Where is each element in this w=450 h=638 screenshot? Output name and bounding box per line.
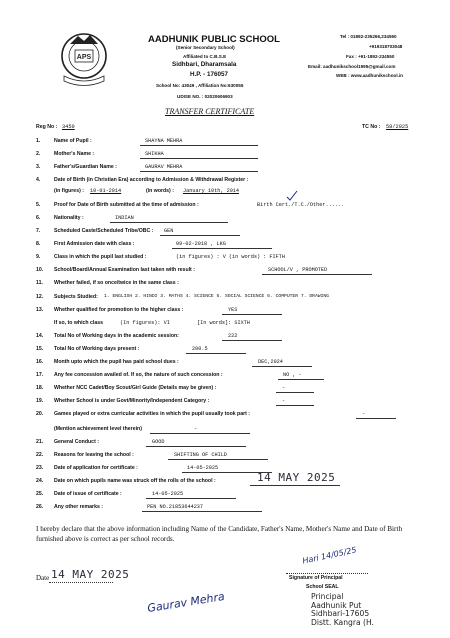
leaving-reason-label: Reasons for leaving the school : — [54, 452, 134, 458]
working-days-label: Total No of Working days in the academic session: — [54, 333, 179, 339]
promotion-class-figures: (In figures): VI — [120, 320, 170, 326]
row-number: 9. — [36, 254, 41, 260]
mother-name-label: Mother's Name : — [54, 151, 95, 157]
contact-fax: Fax : +91-1892-234550 — [346, 54, 395, 59]
row-number: 15. — [36, 346, 44, 352]
dues-paid-value: DEC,2024 — [258, 359, 283, 365]
dob-words-label: (in words) : — [146, 188, 174, 194]
row-number: 12. — [36, 294, 44, 300]
subjects-label: Subjects Studied: — [54, 294, 98, 300]
promotion-value: YES — [228, 307, 238, 313]
row-number: 14. — [36, 333, 44, 339]
row-number: 10. — [36, 267, 44, 273]
days-present-value: 200.5 — [192, 346, 208, 352]
category-label: Scheduled Caste/Scheduled Tribe/OBC : — [54, 228, 154, 234]
category-value: GEN — [164, 228, 174, 234]
row-number: 6. — [36, 215, 41, 221]
row-number: 11. — [36, 280, 43, 286]
school-level: (Senior Secondary School) — [176, 45, 235, 50]
udise-number: UDISE NO. : 02020606903 — [177, 94, 233, 99]
fee-concession-label: Any fee concession availed of. If so, the nature of such concession : — [54, 372, 223, 378]
conduct-label: General Conduct : — [54, 439, 99, 445]
nationality-value: INDIAN — [115, 215, 134, 221]
dob-figures-label: (in figures) : — [54, 188, 84, 194]
working-days-value: 222 — [228, 333, 238, 339]
seal-line: Aadhunik Put — [311, 600, 362, 610]
remarks-label: Any other remarks : — [54, 504, 104, 510]
dob-proof-label: Proof for Date of Birth submitted at the time of admission : — [54, 202, 199, 208]
row-number: 17. — [36, 372, 44, 378]
dob-proof-value: Birth Cert./T.C./Other...... — [257, 202, 345, 208]
promotion-class-words: [In words]: SIXTH — [197, 320, 250, 326]
struck-off-label: Date on which pupils name was struck off the rolls of the school : — [54, 478, 216, 484]
row-number: 18. — [36, 385, 44, 391]
father-name-value: GAURAV MEHRA — [145, 164, 183, 170]
dob-words-value: January 10th, 2014 — [183, 188, 240, 194]
row-number: 1. — [36, 138, 41, 144]
achievement-value: - — [194, 426, 198, 432]
conduct-value: GOOD — [152, 439, 165, 445]
row-number: 7. — [36, 228, 41, 234]
achievement-label: (Mention achievement level therein) — [54, 426, 142, 432]
dob-label: Date of Birth (in Christian Era) according to Admission & Withdrawal Register : — [54, 177, 249, 183]
school-seal-stamp — [311, 593, 374, 627]
games-label: Games played or extra curricular activities in which the pupil usually took part : — [54, 411, 251, 417]
row-number: 22. — [36, 452, 44, 458]
tick-mark-icon — [285, 190, 299, 202]
issue-date-value: 14-05-2025 — [152, 491, 184, 497]
school-name: AADHUNIK PUBLIC SCHOOL — [148, 34, 280, 45]
leaving-reason-value: SHIFTING OF CHILD — [174, 452, 227, 458]
date-stamp: 14 MAY 2025 — [51, 568, 130, 581]
games-value: - — [362, 411, 366, 417]
row-number: 2. — [36, 151, 41, 157]
mother-name-value: SHIKHA — [145, 151, 164, 157]
principal-signature-scrawl: Hari 14/05/25 — [301, 545, 358, 566]
tc-no-value: 58/2025 — [386, 124, 409, 130]
reg-no-value: 3450 — [62, 124, 75, 130]
remarks-value: PEN NO.21853644237 — [147, 504, 204, 510]
seal-line: Sidhbari-17605 — [311, 609, 370, 619]
promotion-label: Whether qualified for promotion to the higher class : — [54, 307, 184, 313]
application-date-value: 14-05-2025 — [187, 465, 219, 471]
row-number: 16. — [36, 359, 44, 365]
reg-no-label: Reg No : — [36, 124, 58, 130]
promotion-class-label: If so, to which class — [54, 320, 104, 326]
logo-text: APS — [76, 54, 92, 61]
row-number: 4. — [36, 177, 41, 183]
school-affiliation: Affiliated to C.B.S.E — [183, 54, 227, 59]
father-name-label: Father's/Guardian Name : — [54, 164, 117, 170]
row-number: 24. — [36, 478, 44, 484]
seal-line: Principal — [311, 592, 344, 601]
row-number: 13. — [36, 307, 44, 313]
row-number: 8. — [36, 241, 41, 247]
row-number: 26. — [36, 504, 44, 510]
application-date-label: Date of application for certificate : — [54, 465, 138, 471]
school-state: H.P. - 176057 — [190, 71, 229, 78]
school-number: School No: 43049 , Affiliation No:630055 — [156, 83, 244, 88]
contact-email: Email: aadhunikschool1995@gmail.com — [308, 64, 396, 69]
school-category-label: Whether School is under Govt/Minority/Independent Category : — [54, 398, 210, 404]
row-number: 23. — [36, 465, 44, 471]
subjects-value: 1. ENGLISH 2. HINDI 3. MATHS 4. SCIENCE 5. SOCIAL SCIENCE 6. COMPUTER 7. DRAWING — [104, 294, 330, 299]
seal-line: Distt. Kangra (H. — [311, 617, 374, 627]
school-town: Sidhbari, Dharamsala — [172, 61, 237, 68]
ncc-label: Whether NCC Cadet/Boy Scout/Girl Guide (Details may be given) : — [54, 385, 217, 391]
parent-signature: Gaurav Mehra — [146, 589, 226, 616]
school-category-value: - — [282, 398, 286, 404]
contact-tel: Tel : 01892-235266,234550 — [340, 34, 397, 39]
school-seal-label: School SEAL — [306, 584, 339, 590]
struck-off-date-stamp: 14 MAY 2025 — [257, 471, 336, 484]
days-present-label: Total No of Working days present : — [54, 346, 140, 352]
certificate-title: TRANSFER CERTIFICATE — [165, 107, 255, 116]
last-class-label: Class in which the pupil last studied : — [54, 254, 147, 260]
row-number: 20. — [36, 411, 44, 417]
tc-no-label: TC No : — [362, 124, 381, 130]
row-number: 19. — [36, 398, 44, 404]
school-logo — [58, 30, 110, 90]
last-exam-value: SCHOOL/V , PROMOTED — [268, 267, 328, 273]
first-admission-label: First Admission date with class : — [54, 241, 135, 247]
issue-date-label: Date of issue of certificate : — [54, 491, 122, 497]
row-number: 21. — [36, 439, 44, 445]
last-exam-label: School/Board/Annual Examination last taken with result : — [54, 267, 195, 273]
pupil-name-value: SHAYNA MEHRA — [145, 138, 183, 144]
last-class-value: (in figures) : V (in words) : FIFTH — [176, 254, 285, 260]
date-label: Date — [36, 574, 50, 582]
ncc-value: - — [282, 385, 286, 391]
dob-figures-value: 10-01-2014 — [90, 188, 122, 194]
failed-label: Whether failed, if so once/twice in the same class : — [54, 280, 179, 286]
row-number: 3. — [36, 164, 41, 170]
dues-paid-label: Month upto which the pupil has paid school dues : — [54, 359, 179, 365]
declaration-text: I hereby declare that the above information including Name of the Candidate, Father's Name, Mother's Name and Date of Birth furnished above is correct as per school records. — [36, 525, 403, 543]
contact-mobile: +919318703048 — [369, 44, 403, 49]
first-admission-value: 09-02-2018 , LKG — [176, 241, 226, 247]
contact-web: WEB : www.aadhunikschool.in — [336, 73, 403, 78]
pupil-name-label: Name of Pupil : — [54, 138, 92, 144]
row-number: 25. — [36, 491, 44, 497]
fee-concession-value: NO , - — [283, 372, 302, 378]
nationality-label: Nationality : — [54, 215, 84, 221]
row-number: 5. — [36, 202, 41, 208]
principal-signature-label: Signature of Principal — [289, 575, 343, 581]
